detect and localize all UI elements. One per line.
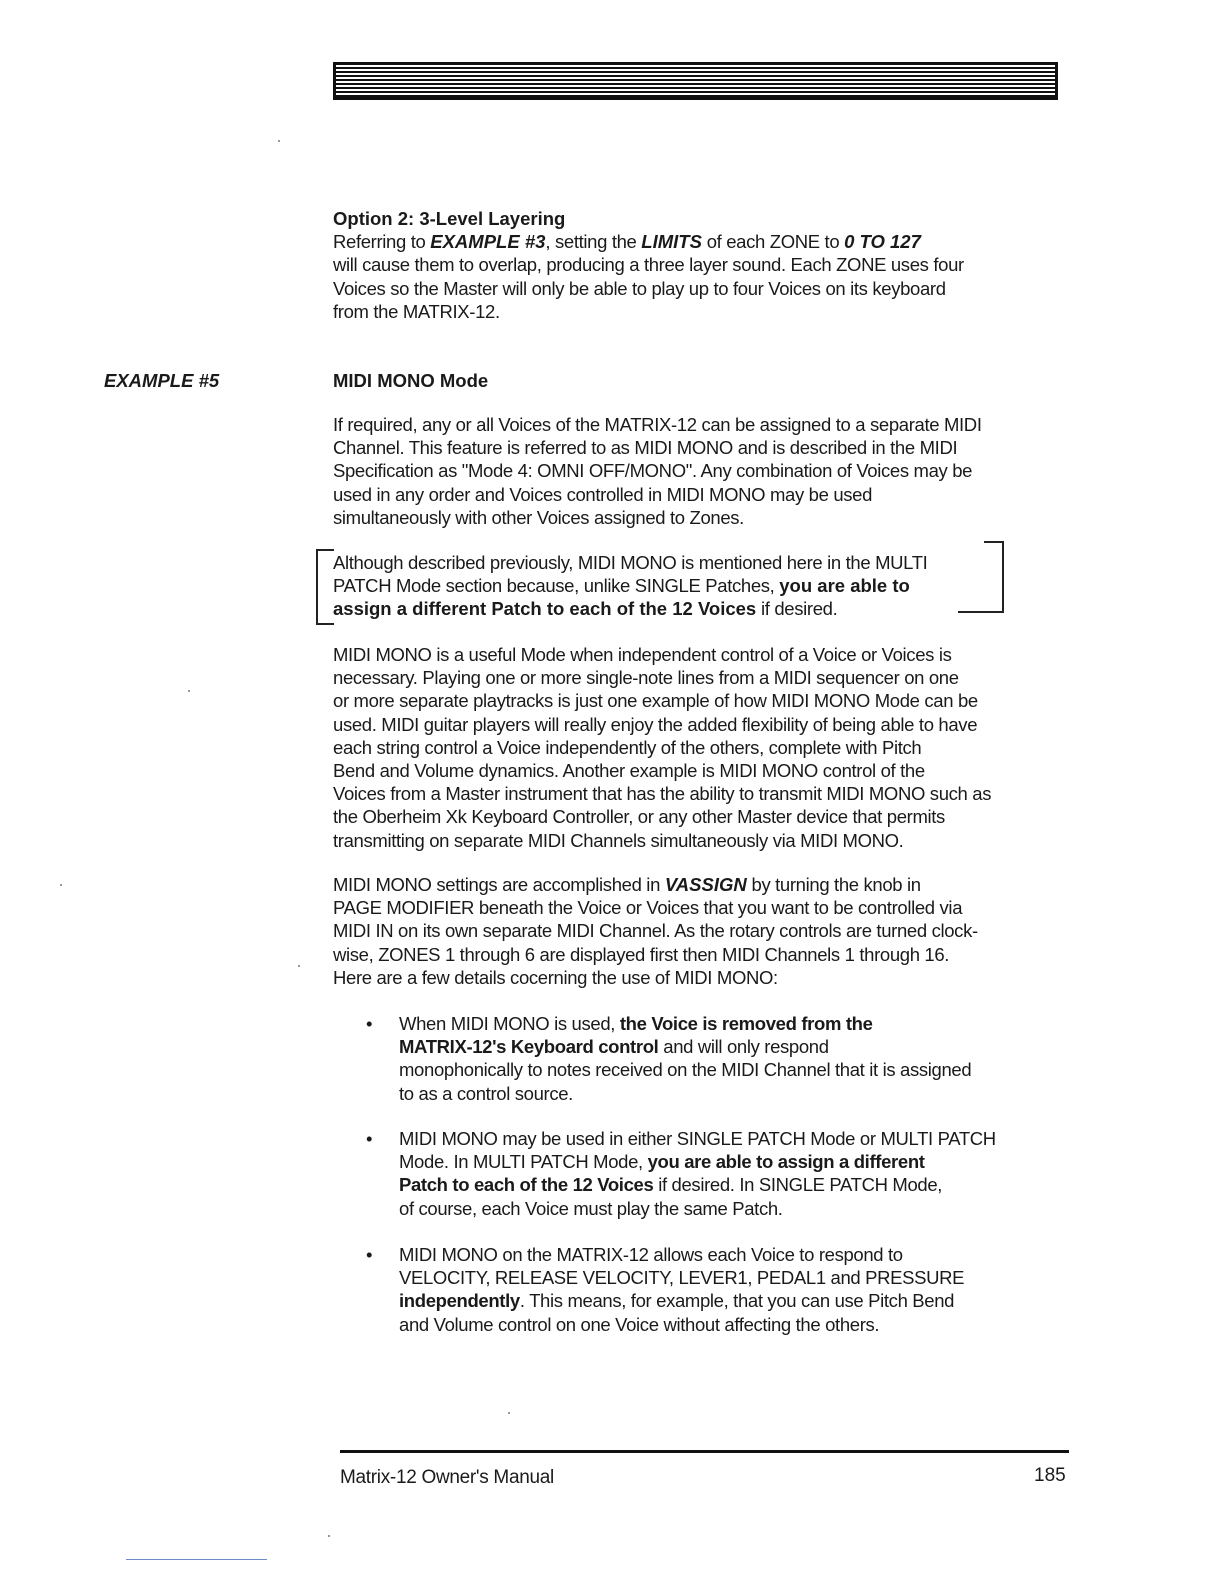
paragraph-line: MIDI MONO is a useful Mode when independent control of a Voice or Voices is	[333, 644, 952, 665]
emphasis: Patch to each of the 12 Voices	[399, 1174, 654, 1196]
scan-speck	[328, 1535, 330, 1537]
paragraph-line: each string control a Voice independently of the others, complete with Pitch	[333, 736, 922, 758]
option2-section	[333, 207, 1053, 323]
section-heading: MIDI MONO Mode	[333, 370, 489, 391]
bullet-line	[399, 1150, 1059, 1173]
emphasis: you are able to	[779, 575, 910, 597]
bullet-dot: •	[366, 1013, 373, 1034]
paragraph-line: If required, any or all Voices of the MATRIX-12 can be assigned to a separate MIDI	[333, 414, 982, 435]
bullet-line	[399, 1035, 1059, 1058]
text-run: if desired.	[756, 598, 838, 620]
bottom-rule	[126, 1559, 267, 1560]
text-run: by turning the knob in	[746, 874, 921, 895]
paragraph-line: necessary. Playing one or more single-note lines from a MIDI sequencer on one	[333, 667, 959, 689]
emphasis: MATRIX-12's Keyboard control	[399, 1036, 659, 1058]
scan-speck	[508, 1412, 510, 1414]
limits-term: LIMITS	[641, 231, 702, 253]
text-run: and will only respond	[658, 1036, 829, 1058]
bullet-line: to as a control source.	[399, 1082, 573, 1104]
option2-line2: will cause them to overlap, producing a three layer sound. Each ZONE uses four	[333, 254, 964, 276]
text-run: , setting the	[545, 231, 642, 253]
bullet-line: monophonically to notes received on the MIDI Channel that it is assigned	[399, 1059, 972, 1081]
paragraph-line: used in any order and Voices controlled in MIDI MONO may be used	[333, 483, 873, 505]
paragraph-line: used. MIDI guitar players will really enjoy the added flexibility of being able to have	[333, 713, 978, 735]
bullet-dot: •	[366, 1128, 373, 1149]
text-run: of each ZONE to	[701, 231, 845, 253]
scan-speck	[188, 690, 190, 692]
scan-speck	[278, 140, 280, 142]
bullet-line	[399, 1012, 1059, 1035]
text-run: PATCH Mode section because, unlike SINGLE Patches,	[333, 575, 780, 597]
paragraph-line: Here are a few details cocerning the use of MIDI MONO:	[333, 966, 778, 988]
option2-line1	[333, 230, 1053, 253]
emphasis: assign a different Patch to each of the 12 Voices	[333, 598, 757, 620]
footer-rule	[340, 1450, 1069, 1453]
midi-mono-paragraph-1	[333, 413, 1053, 529]
footer-title: Matrix-12 Owner's Manual	[340, 1467, 554, 1488]
paragraph-line: or more separate playtracks is just one example of how MIDI MONO Mode can be	[333, 690, 978, 712]
paragraph-line: MIDI IN on its own separate MIDI Channel. As the rotary controls are turned clock-	[333, 920, 978, 942]
paragraph-line: Channel. This feature is referred to as MIDI MONO and is described in the MIDI	[333, 437, 958, 459]
header-bar	[333, 62, 1058, 100]
option2-heading: Option 2: 3-Level Layering	[333, 208, 566, 229]
scan-speck	[60, 884, 62, 886]
scan-speck	[298, 965, 300, 967]
emphasis: you are able to assign a different	[647, 1151, 925, 1173]
range-term: 0 TO 127	[844, 231, 921, 253]
paragraph-line	[333, 873, 1053, 896]
midi-mono-paragraph-3	[333, 873, 1053, 989]
emphasis: the Voice is removed from the	[619, 1013, 873, 1034]
paragraph-line: wise, ZONES 1 through 6 are displayed first then MIDI Channels 1 through 16.	[333, 943, 950, 965]
text-run: Referring to	[333, 231, 431, 253]
paragraph-line: transmitting on separate MIDI Channels simultaneously via MIDI MONO.	[333, 829, 904, 851]
bullet-line	[399, 1173, 1059, 1196]
page-number: 185	[1034, 1465, 1066, 1486]
example-ref: EXAMPLE #3	[430, 231, 546, 253]
bullet-line: MIDI MONO on the MATRIX-12 allows each Voice to respond to	[399, 1244, 903, 1265]
paragraph-line: PAGE MODIFIER beneath the Voice or Voices that you want to be controlled via	[333, 897, 963, 919]
paragraph-line: Bend and Volume dynamics. Another example is MIDI MONO control of the	[333, 760, 925, 782]
bullet-line: of course, each Voice must play the same Patch.	[399, 1197, 783, 1219]
paragraph-line: Specification as "Mode 4: OMNI OFF/MONO". Any combination of Voices may be	[333, 460, 973, 482]
bullet-dot: •	[366, 1244, 373, 1265]
option2-line3: Voices so the Master will only be able to play up to four Voices on its keyboard	[333, 277, 946, 299]
bullet-line: VELOCITY, RELEASE VELOCITY, LEVER1, PEDAL1 and PRESSURE	[399, 1267, 965, 1289]
paragraph-line: the Oberheim Xk Keyboard Controller, or any other Master device that permits	[333, 806, 945, 828]
midi-mono-heading	[333, 369, 1053, 392]
bullet-line: MIDI MONO may be used in either SINGLE PATCH Mode or MULTI PATCH	[399, 1128, 996, 1149]
text-run: When MIDI MONO is used,	[399, 1013, 620, 1034]
emphasis: independently	[399, 1290, 520, 1312]
note-line: Although described previously, MIDI MONO is mentioned here in the MULTI	[333, 552, 928, 573]
text-run: MIDI MONO settings are accomplished in	[333, 874, 665, 895]
paragraph-line: Voices from a Master instrument that has the ability to transmit MIDI MONO such as	[333, 783, 992, 805]
bullet-line	[399, 1289, 1059, 1312]
note-line	[333, 574, 1053, 597]
margin-label: EXAMPLE #5	[104, 370, 220, 391]
bracketed-note	[333, 551, 1053, 621]
text-run: . This means, for example, that you can use Pitch Bend	[519, 1290, 955, 1312]
paragraph-line: simultaneously with other Voices assigned to Zones.	[333, 506, 744, 528]
note-line	[333, 597, 1053, 620]
option2-line4: from the MATRIX-12.	[333, 300, 500, 322]
bullet-line: and Volume control on one Voice without affecting the others.	[399, 1313, 880, 1335]
midi-mono-paragraph-2	[333, 643, 1053, 852]
vassign-term: VASSIGN	[664, 874, 747, 895]
text-run: Mode. In MULTI PATCH Mode,	[399, 1151, 648, 1173]
text-run: if desired. In SINGLE PATCH Mode,	[653, 1174, 943, 1196]
